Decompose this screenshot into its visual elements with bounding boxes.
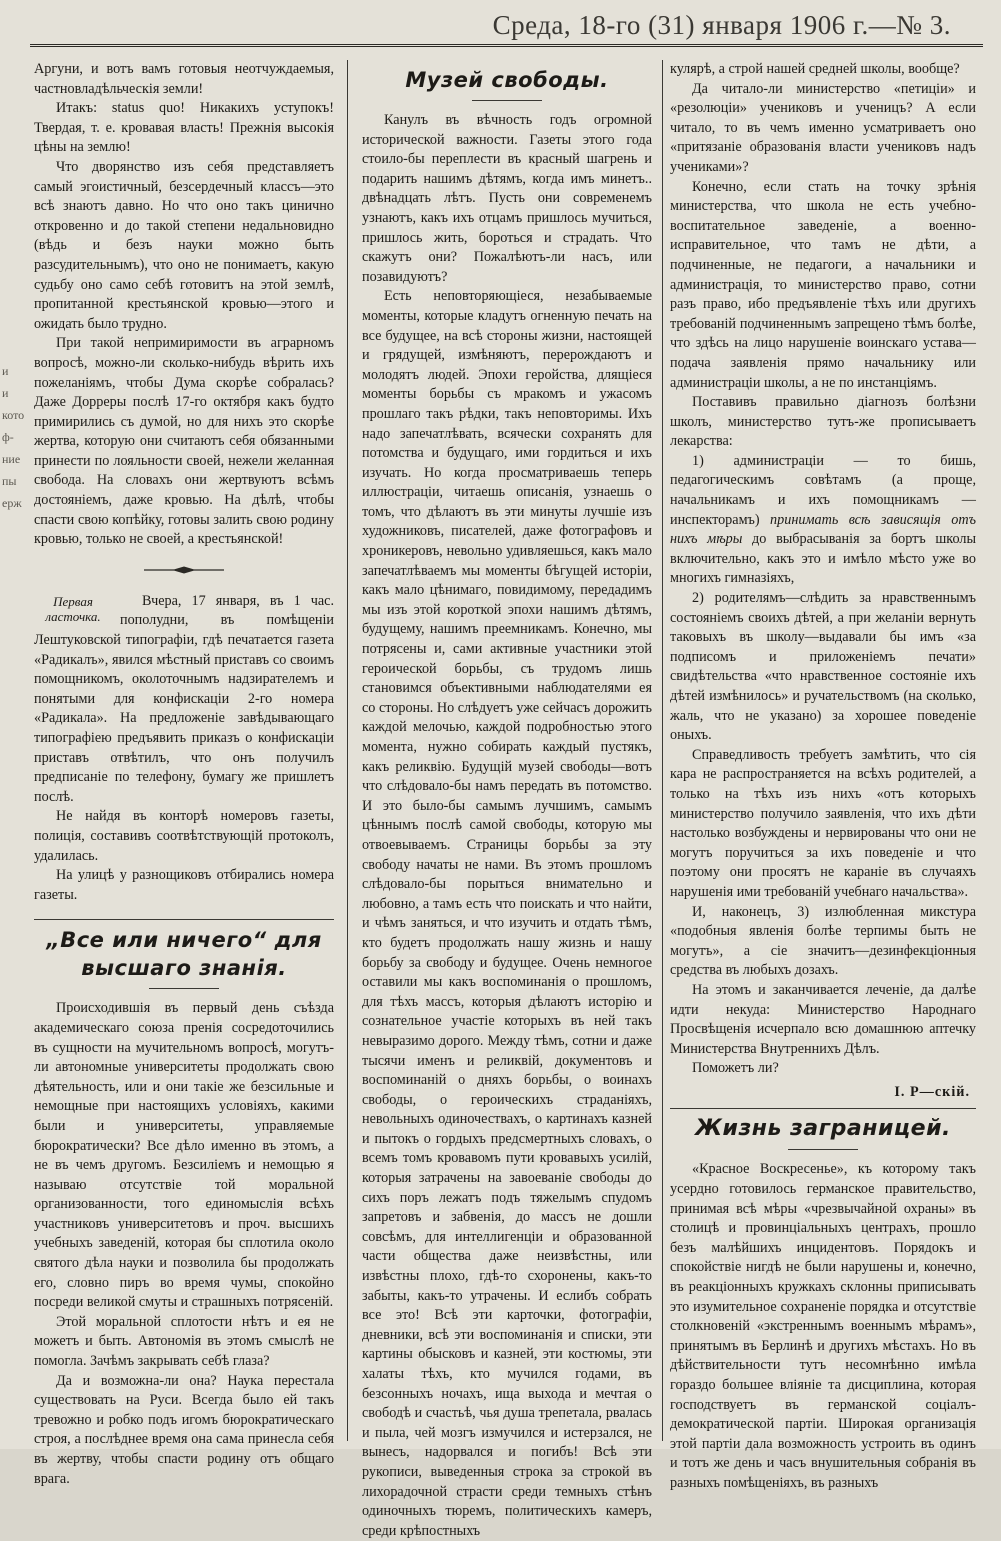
section-rule — [34, 919, 334, 920]
masthead-date-issue: Среда, 18-го (31) января 1906 г.—№ 3. — [492, 10, 951, 40]
section-ornament — [144, 566, 224, 574]
margin-fragment: кото — [2, 408, 25, 422]
paragraph: Этой моральной сплотости нѣтъ и ея не можетъ и быть. Автономія въ этомъ смыслѣ не помогла. Зачѣмъ закрывать себѣ глаза? — [34, 1313, 334, 1370]
emphasis-text: принимать всѣ зависящія отъ нихъ мѣры — [670, 511, 976, 548]
paragraph: Канулъ въ вѣчность годъ огромной исторической важности. Газеты этого года стоило-бы переплести въ красный шагрень и подарить нашимъ дѣтямъ, когда имъ минетъ.. двѣнадцать лѣтъ. Пусть они современемъ узнаютъ, какъ ихъ отцамъ пришлось мучиться, пришлось жить, бороться и страдать. Что скажутъ они? Пожалѣютъ-ли насъ, или позавидуютъ? — [362, 112, 652, 285]
paragraph: 2) родителямъ—слѣдить за нравственнымъ состояніемъ своихъ дѣтей, а при желаніи вернуть таковыхъ въ школу—выдавали бы имъ «за подписомъ и приложеніемъ печати» свидѣтельства «что нравственное состояніе ихъ дѣтей измѣнилось» и ручательствомъ (на сколько, жаль, что не указано) за хорошее поведеніе оныхъ. — [670, 590, 976, 744]
paragraph: кулярѣ, а строй нашей средней школы, вообще? — [670, 61, 960, 77]
paragraph — [670, 452, 976, 589]
paragraph: Конечно, если стать на точку зрѣнія министерства, что школа не есть учебно-воспитательное заведеніе, а военно-исправительное, что тамъ не дѣти, а подчиненные, не педагоги, а начальники и администрація, то министерство право, сотни разъ право, ибо предъявленіе тѣхъ или другихъ требованій подчиненнымъ запрещено тѣмъ болѣе, что здѣсь на лицо нарушеніе воинскаго устава—подача заявленія прямо начальнику или администраціи школы, а не по инстанціямъ. — [670, 178, 976, 391]
heading-rule — [788, 1149, 858, 1150]
paragraph-text: 1) администраціи — то бишь, педагогическимъ совѣтамъ (а проще, начальникамъ и ихъ помощникамъ — инспекторамъ) — [670, 452, 976, 528]
paragraph: Вчера, 17 января, въ 1 час. пополудни, въ помѣщеніи Лештуковской типографіи, гдѣ печатается газета «Радикалъ», явился мѣстный приставъ со своимъ помощникомъ, околоточнымъ надзирателемъ и понятыми для конфискаціи 2-го номера «Радикала». На предложеніе завѣдывающаго типографіею предъявить приказъ о конфискаціи приставъ отвѣтилъ, что онъ получилъ предписаніе по телефону, бумагу же пришлетъ послѣ. — [34, 592, 334, 805]
margin-fragment: ние — [2, 452, 21, 466]
author-signature: І. Р—скій. — [894, 1083, 970, 1100]
paragraph-text: до выбрасыванія за бортъ школы включительно, какъ это и имѣло мѣсто уже во многихъ гимназіяхъ, — [670, 531, 976, 587]
paragraph: Не найдя въ конторѣ номеровъ газеты, полиція, составивъ соотвѣтствующій протоколъ, удалилась. — [34, 808, 334, 864]
margin-fragment: пы — [2, 474, 17, 488]
paragraph: Да читало-ли министерство «петиціи» и «резолюціи» учениковъ и ученицъ? А если читало, то въ чемъ именно усматриваетъ оно «притязаніе образованія власти учениковъ надъ учениками»? — [670, 80, 976, 175]
paragraph: Есть неповторяющіеся, незабываемые моменты, которые кладутъ огненную печать на все будущее, на всѣ стороны жизни, настоящей и грядущей, измѣняютъ, перерождаютъ и молодятъ людей. Эпохи геройства, длящіеся моменты борьбы съ мракомъ и ужасомъ прошлаго такъ рѣдки, такъ неповторимы. Ихъ надо запечатлѣвать, всячески сохранять для потомства и будущаго, ими гордиться и ихъ изучать. Но когда просматриваешь теперь иллюстраціи, читаешь описанія, узнаешь о томъ, что дѣлаютъ въ эти минуты лучшіе изъ художниковъ, писателей, даже фотографовъ и хроникеровъ, невольно удивляешься, какъ мало запечатлѣваемъ мы моменты бѣгущей исторіи, какъ мало цѣнимаго, повидимому, передадимъ мы изъ этой короткой эпохи нашимъ дѣтямъ, будущему, нашимъ преемникамъ. Конечно, мы потрясены и, сами активные участники этой героической борьбы, съ трудомъ лишь становимся объективными наблюдателями ея со стороны. Но слѣдуетъ уже сейчасъ дорожить каждой мелочью, каждой подробностью этого момента, нужно собирать каждый пустякъ, какъ реликвію. Будущій музей свободы—вотъ что слѣдовало-бы намъ передать въ потомство. И это было-бы самымъ лучшимъ, самымъ цѣннымъ послѣ самой свободы, которую мы отвоевываемъ. Страницы борьбы за эту свободу начаты не нами. Въ этомъ прошломъ слѣдовало-бы порыться внимательно и любовно, а тамъ есть что поискать и что найти, и чѣмъ заняться, и что изучить и отдать тѣмъ, кто будетъ продолжать нашу жизнь и нашу борьбу за свободу и будущее. Очень немногое оставили мы какъ воспоминанія о прошломъ, для тѣхъ массъ, которыя дѣлаютъ исторію и сознательное участіе которыхъ въ ней такъ невыразимо дорого. Между тѣмъ, сотни и даже тысячи именъ и реликвій, документовъ и воспоминаній о дняхъ борьбы, о воинахъ свободы, о героическихъ страданіяхъ, невольныхъ одиночествахъ, о картинахъ казней и пытокъ о гордыхъ предсмертныхъ словахъ, о всемъ томъ кровавомъ пути кровавыхъ усилій, которыя затрачены на завоеваніе свободы до сихъ поръ лежатъ подъ тяжелымъ спудомъ запретовъ и забвенія, до массъ не дошли совсѣмъ, для интеллигенціи и образованной части общества даже неизвѣстны, или извѣстны плохо, гдѣ-то схоронены, какъ-то забыты, какъ-то утрачены. И еслибъ собрать все это! Всѣ эти карточки, фотографіи, дневники, всѣ эти воспоминанія и списки, эти картины обысковъ и казней, эти костюмы, эти халаты тѣхъ, кто мучился годами, въ безсонныхъ ночахъ, ища выхода и мечтая о свободѣ и счастьѣ, чья душа трепетала, рвалась и пыла, чей мозгъ измучился и истерзался, не вынесъ, надорвался и погибъ! Всѣ эти рукописи, выведенныя строка за строкой въ лихорадочной страсти среди темныхъ стѣнъ одиночныхъ тюремъ, политическихъ камеръ, среди крѣпостныхъ — [362, 288, 652, 1539]
paragraph: Происходившія въ первый день съѣзда академическаго союза пренія сосредоточились въ сущности на мучительномъ вопросѣ, могутъ-ли автономные университеты продолжать свою дѣятельность, или и они такіе же безсильные и немощные при настоящихъ условіяхъ, какими были и университеты, управляемые бюрократически? Все дѣло именно въ этомъ, а не въ чемъ другомъ. Безсиліемъ и немощью я называю отсутствіе той моральной организованности, того единомыслія всѣхъ участниковъ университетовъ и проч. высшихъ учебныхъ заведеній, которая бы сплотила около святого дѣла науки и позволила бы продолжать его, словно пиръ во время чумы, спокойно посреди великой смуты и страшныхъ потрясеній. — [34, 1000, 334, 1311]
article-heading: „Все или ничего“ для высшаго знанія. — [46, 928, 322, 981]
column-middle — [362, 60, 652, 1539]
margin-fragment: и — [2, 386, 9, 400]
header-rule — [30, 44, 983, 47]
paragraph: «Красное Воскресенье», къ которому такъ усердно готовилось германское правительство, принимая всѣ мѣры «чрезвычайной охраны» въ столицѣ и провинціальныхъ центрахъ, прошло безъ малѣйшихъ инцидентовъ. Порядокъ и спокойствіе нигдѣ не были нарушены и, конечно, въ реакціонныхъ кружкахъ склонны приписывать это изумительное сохраненіе порядка и отсутствіе столкновеній «экстреннымъ военнымъ мѣрамъ», принятымъ въ Берлинѣ и другихъ мѣстахъ. Но въ дѣйствительности тутъ несомнѣнно имѣла гораздо большее вліяніе та дисциплина, которая господствуетъ въ германской соціалъ-демократической партіи. Широкая организація этой партіи дала возможность устроить въ одинъ и тотъ же день и часъ внушительныя собранія въ разныхъ помѣщеніяхъ, въ разныхъ — [670, 1161, 976, 1491]
paragraph: Да и возможна-ли она? Наука перестала существовать на Руси. Всегда было ей такъ тревожно и робко подъ игомъ бюрократическаго строя, а послѣднее время она сама принесла себя въ жертву, чтобы спасти родину отъ общаго врага. — [34, 1372, 334, 1487]
paragraph: Аргуни, и вотъ вамъ готовыя неотчуждаемыя, частновладѣльческія земли! — [34, 61, 334, 97]
article-heading: Жизнь заграницей. — [695, 1116, 951, 1142]
column-right — [670, 60, 976, 1491]
paragraph: Поставивъ правильно діагнозъ болѣзни школъ, министерство тутъ-же прописываетъ лекарства: — [670, 394, 976, 450]
column-divider — [662, 60, 663, 1441]
margin-fragment: ерж — [2, 496, 22, 510]
paragraph: Итакъ: status quo! Никакихъ уступокъ! Твердая, т. е. кровавая власть! Прежнія высокія цѣны на землю! — [34, 100, 334, 156]
paragraph: Справедливость требуетъ замѣтить, что сія кара не распространяется на всѣхъ родителей, а только на тѣхъ изъ нихъ «отъ которыхъ министерство получило заявленія, что ихъ дѣти настолько возбуждены и нервированы что они не могутъ поручиться за ихъ поведеніе и что поэтому они просятъ не караніе въ случаяхъ нарушенія ими требованій учебнаго начальства». — [670, 746, 976, 900]
section-rule — [670, 1108, 976, 1109]
margin-fragment: ф- — [2, 430, 14, 444]
section-side-heading: Первая ласточка. — [45, 593, 101, 624]
paragraph: На улицѣ у разнощиковъ отбирались номера газеты. — [34, 867, 334, 903]
column-divider — [347, 60, 348, 1441]
left-margin-fragments — [2, 60, 28, 514]
paragraph: Поможетъ ли? — [692, 1060, 779, 1077]
heading-rule — [149, 988, 219, 989]
paragraph: И, наконецъ, 3) излюбленная микстура «подобныя явленія болѣе терпимы быть не могутъ», а сіе значитъ—дезинфекціонныя средства въ любыхъ дозахъ. — [670, 903, 976, 979]
paragraph: Что дворянство изъ себя представляетъ самый эгоистичный, безсердечный классъ—это всѣ знаютъ давно. Но что оно такъ цинично откровенно и до такой степени недальновидно (вѣдь и безъ науки можно быть разсудительнымъ), что оно не понимаетъ, какую судьбу оно само себѣ готовитъ на этой землѣ, пропитанной крестьянской кровью—этого и ожидать было трудно. — [34, 158, 334, 332]
heading-rule — [472, 100, 542, 101]
margin-fragment: и — [2, 364, 9, 378]
article-heading: Музей свободы. — [405, 68, 609, 92]
column-left — [34, 60, 334, 1487]
paragraph: На этомъ и заканчивается леченіе, да далѣе идти некуда: Министерство Народнаго Просвѣщенія исчерпало всю домашнюю аптечку Министерства Внутреннихъ Дѣлъ. — [670, 981, 976, 1057]
paragraph: При такой непримиримости въ аграрномъ вопросѣ, можно-ли сколько-нибудь вѣрить ихъ пожеланіямъ, чтобы Дума скорѣе собралась? Даже Дорреры послѣ 17-го октября какъ будто примирились съ думой, но для нихъ это скорѣе жертва, которую они считаютъ себя обязанными принести по лояльности своей, нежели желанная свобода. На словахъ они жертвуютъ всѣмъ достояніемъ, даже кровью. На дѣлѣ, чтобы спасти свою копѣйку, готовы залить свою родину кровью, только не своей, а крестьянской! — [34, 335, 334, 548]
